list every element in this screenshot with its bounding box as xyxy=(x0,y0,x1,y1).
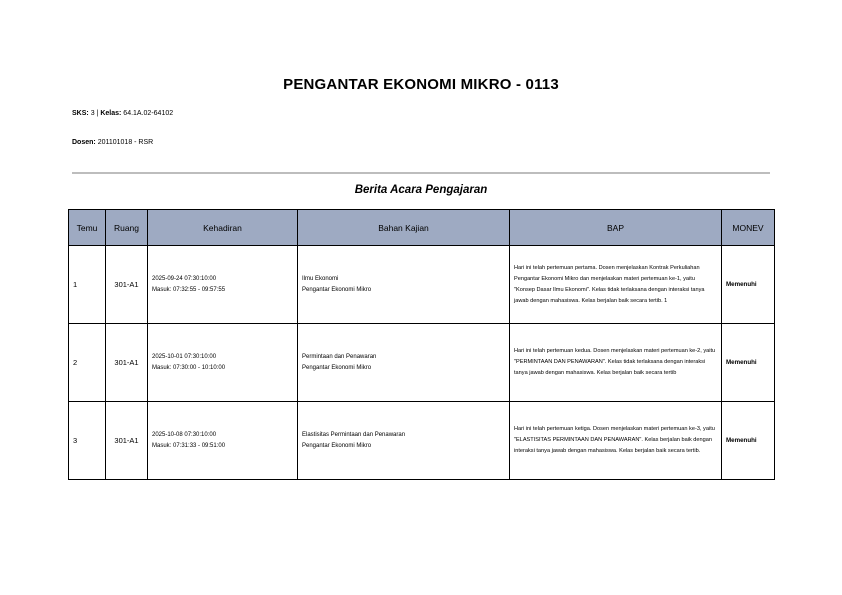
cell-bap: Hari ini telah pertemuan pertama. Dosen menjelaskan Kontrak Perkuliahan Pengantar Ekonomi Mikro dan menjelaskan materi pertemuan ke-1, yaitu "Konsep Dasar Ilmu Ekonomi". Kelas tidak terlaksana dengan interaksi tanya jawab dengan mahasiswa. Kelas berjalan baik secara tertib. 1 xyxy=(510,246,722,324)
table-row xyxy=(69,324,775,402)
cell-ruang: 301-A1 xyxy=(106,402,148,480)
header-kehadiran: Kehadiran xyxy=(148,210,298,246)
cell-kehadiran xyxy=(148,402,298,480)
kelas-label: Kelas: xyxy=(100,110,122,117)
header-ruang: Ruang xyxy=(106,210,148,246)
kelas-value: 64.1A.02-64102 xyxy=(123,110,174,117)
header-bap: BAP xyxy=(510,210,722,246)
page-title: PENGANTAR EKONOMI MIKRO - 0113 xyxy=(283,76,559,93)
kehadiran-masuk: Masuk: 07:30:00 - 10:10:00 xyxy=(152,364,226,371)
cell-ruang: 301-A1 xyxy=(106,324,148,402)
section-title: Berita Acara Pengajaran xyxy=(354,184,488,196)
cell-temu: 1 xyxy=(69,246,106,324)
cell-monev: Memenuhi xyxy=(722,402,775,480)
dosen-label: Dosen: xyxy=(72,139,96,146)
dosen-value: 201101018 - RSR xyxy=(97,139,154,146)
bahan-topik: Permintaan dan Penawaran xyxy=(302,353,377,360)
table-row xyxy=(69,402,775,480)
cell-bahan-kajian xyxy=(298,324,510,402)
table-row xyxy=(69,246,775,324)
cell-bahan-kajian xyxy=(298,402,510,480)
header-temu: Temu xyxy=(69,210,106,246)
header-bahan-kajian: Bahan Kajian xyxy=(298,210,510,246)
sks-label: SKS: xyxy=(72,110,89,117)
kehadiran-jadwal: 2025-09-24 07:30:10:00 xyxy=(152,275,217,282)
cell-monev: Memenuhi xyxy=(722,246,775,324)
table-header-row xyxy=(69,210,775,246)
bahan-matakuliah: Pengantar Ekonomi Mikro xyxy=(302,286,372,293)
sks-kelas-line xyxy=(72,110,173,117)
kehadiran-jadwal: 2025-10-08 07:30:10:00 xyxy=(152,431,217,438)
kehadiran-masuk: Masuk: 07:31:33 - 09:51:00 xyxy=(152,442,226,449)
cell-monev: Memenuhi xyxy=(722,324,775,402)
kehadiran-jadwal: 2025-10-01 07:30:10:00 xyxy=(152,353,217,360)
cell-bahan-kajian xyxy=(298,246,510,324)
cell-ruang: 301-A1 xyxy=(106,246,148,324)
bahan-matakuliah: Pengantar Ekonomi Mikro xyxy=(302,364,372,371)
cell-temu: 2 xyxy=(69,324,106,402)
cell-kehadiran xyxy=(148,324,298,402)
bap-table xyxy=(68,209,775,480)
cell-bap: Hari ini telah pertemuan kedua. Dosen menjelaskan materi pertemuan ke-2, yaitu "PERMINTAAN DAN PENAWARAN". Kelas tidak terlaksana dengan interaksi tanya jawab dengan mahasiswa. Kelas berjalan baik secara tertib xyxy=(510,324,722,402)
divider xyxy=(72,172,770,174)
cell-bap: Hari ini telah pertemuan ketiga. Dosen menjelaskan materi pertemuan ke-3, yaitu "ELASTISITAS PERMINTAAN DAN PENAWARAN". Kelas berjalan baik dengan interaksi tanya jawab dengan mahasiswa. Kelas berjalan baik secara tertib. xyxy=(510,402,722,480)
bahan-topik: Ilmu Ekonomi xyxy=(302,275,339,282)
meta-separator: | xyxy=(96,110,99,117)
header-monev: MONEV xyxy=(722,210,775,246)
dosen-line xyxy=(72,139,153,146)
bahan-topik: Elastisitas Permintaan dan Penawaran xyxy=(302,431,406,438)
kehadiran-masuk: Masuk: 07:32:55 - 09:57:55 xyxy=(152,286,226,293)
sks-value: 3 xyxy=(90,110,95,117)
bahan-matakuliah: Pengantar Ekonomi Mikro xyxy=(302,442,372,449)
cell-kehadiran xyxy=(148,246,298,324)
cell-temu: 3 xyxy=(69,402,106,480)
